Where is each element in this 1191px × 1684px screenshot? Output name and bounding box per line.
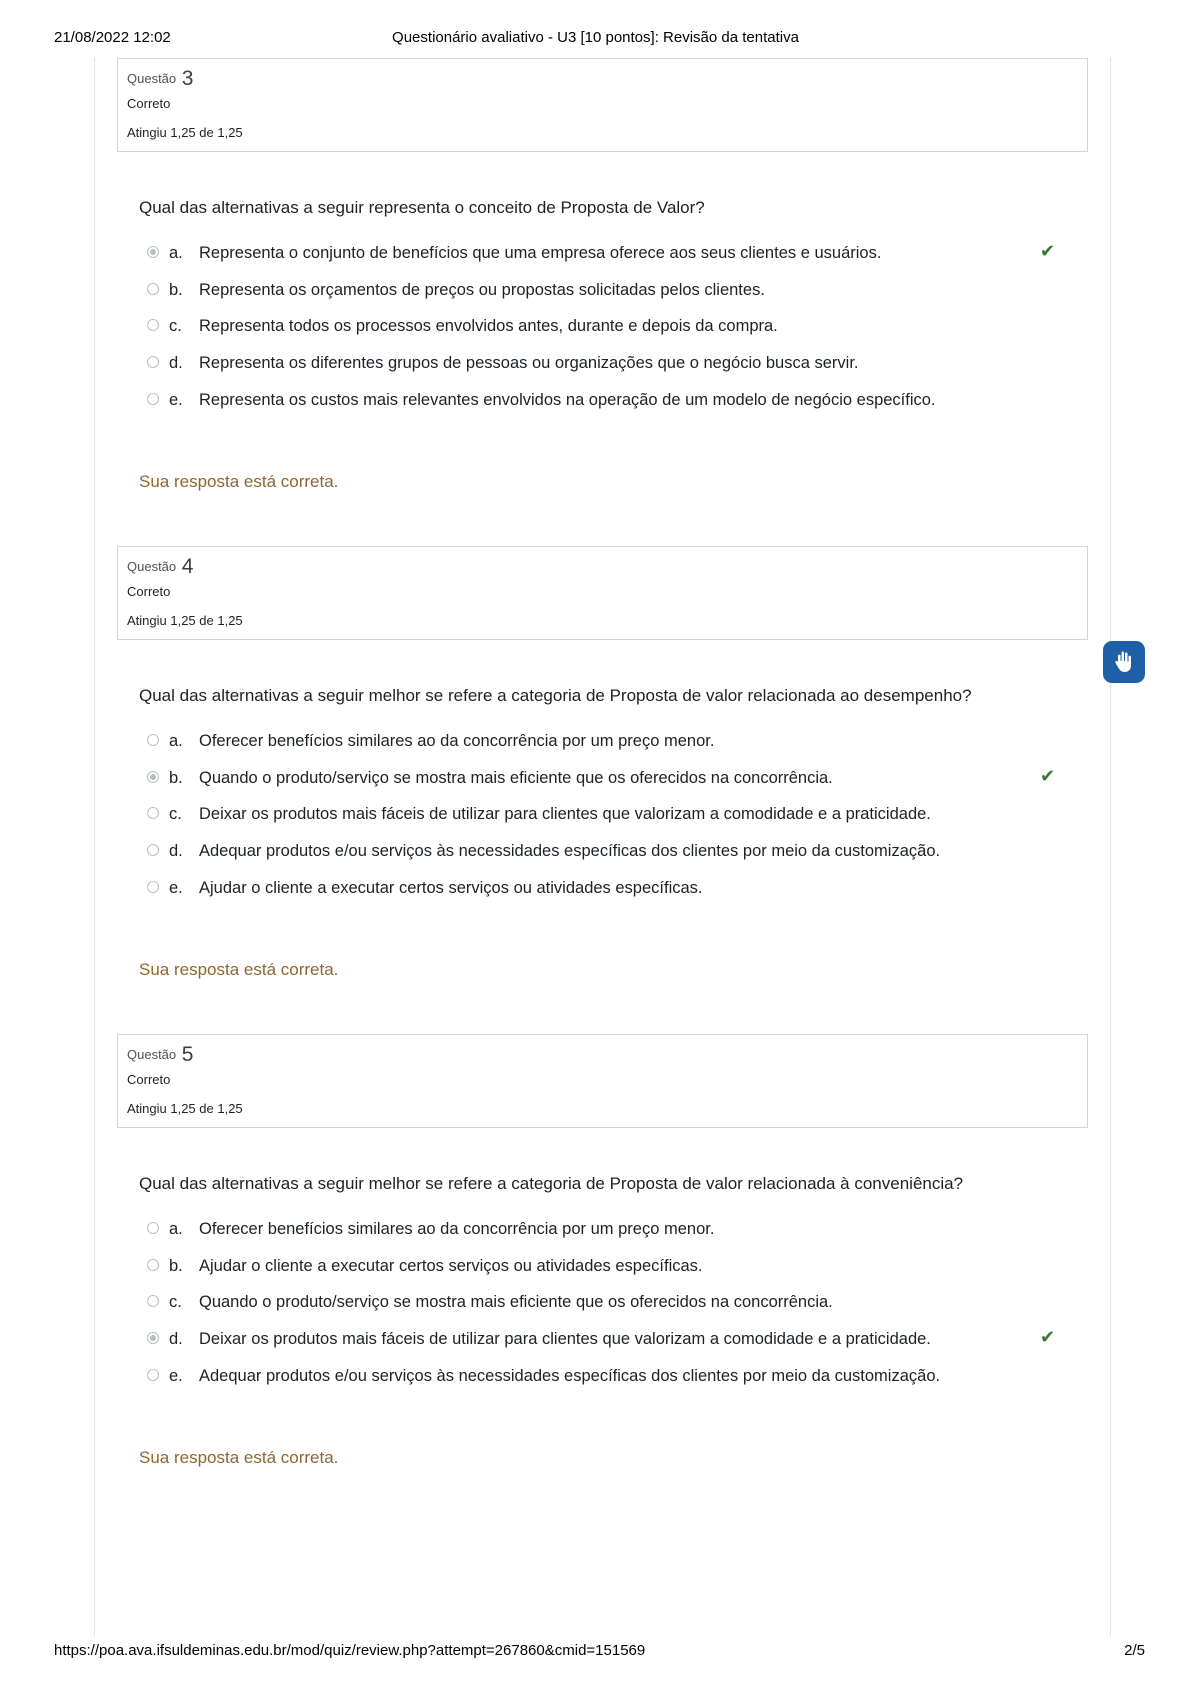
question-number: 5	[181, 1043, 194, 1066]
answer-option-c[interactable]	[147, 805, 1077, 842]
question-info-box	[117, 58, 1088, 152]
content-right-border	[1110, 58, 1111, 1636]
answer-option-d[interactable]	[147, 842, 1077, 879]
question-state: Correto	[127, 584, 171, 599]
question-text: Qual das alternativas a seguir melhor se refere a categoria de Proposta de valor relacionada à conveniência?	[139, 1174, 964, 1193]
answer-letter: e.	[169, 1366, 183, 1385]
answer-letter: d.	[169, 354, 183, 373]
answer-text: Deixar os produtos mais fáceis de utilizar para clientes que valorizam a comodidade e a praticidade.	[199, 1330, 931, 1349]
radio-button[interactable]	[147, 393, 159, 405]
answer-option-d[interactable]	[147, 354, 1077, 391]
question-5	[117, 1034, 1088, 1502]
sign-language-hand-icon	[1111, 649, 1137, 675]
radio-button[interactable]	[147, 734, 159, 746]
answer-option-b[interactable]	[147, 281, 1077, 318]
question-state: Correto	[127, 96, 171, 111]
answer-letter: b.	[169, 280, 183, 299]
question-grade: Atingiu 1,25 de 1,25	[127, 125, 243, 140]
print-title: Questionário avaliativo - U3 [10 pontos]: Revisão da tentativa	[392, 29, 799, 46]
answer-letter: a.	[169, 1220, 183, 1238]
radio-button[interactable]	[147, 1222, 159, 1234]
radio-button[interactable]	[147, 1259, 159, 1271]
answer-option-a[interactable]	[147, 732, 1077, 769]
answer-list	[147, 241, 1077, 427]
question-number: 3	[181, 67, 194, 90]
answer-option-e[interactable]	[147, 391, 1077, 428]
question-number: 4	[181, 555, 194, 578]
answer-option-a[interactable]	[147, 1220, 1077, 1257]
question-4	[117, 546, 1088, 1014]
answer-text: Representa os custos mais relevantes envolvidos na operação de um modelo de negócio específico.	[199, 390, 936, 409]
answer-letter: d.	[169, 842, 183, 861]
radio-button[interactable]	[147, 1332, 159, 1344]
answer-list	[147, 1220, 1077, 1403]
answer-text: Quando o produto/serviço se mostra mais eficiente que os oferecidos na concorrência.	[199, 1293, 833, 1312]
question-label: Questão 3	[127, 67, 194, 90]
radio-button[interactable]	[147, 807, 159, 819]
answer-option-e[interactable]	[147, 1367, 1077, 1404]
radio-button[interactable]	[147, 844, 159, 856]
content-left-border	[94, 58, 95, 1636]
print-date: 21/08/2022 12:02	[54, 29, 171, 46]
print-header	[0, 29, 1191, 49]
answer-text: Representa o conjunto de benefícios que uma empresa oferece aos seus clientes e usuários.	[199, 244, 882, 262]
answer-letter: b.	[169, 1256, 183, 1275]
answer-letter: c.	[169, 805, 182, 824]
answer-text: Oferecer benefícios similares ao da concorrência por um preço menor.	[199, 732, 715, 750]
answer-text: Adequar produtos e/ou serviços às necessidades específicas dos clientes por meio da customização.	[199, 842, 941, 861]
radio-button[interactable]	[147, 881, 159, 893]
question-label: Questão 4	[127, 555, 194, 578]
question-text: Qual das alternativas a seguir representa o conceito de Proposta de Valor?	[139, 198, 705, 217]
answer-letter: a.	[169, 244, 183, 262]
answer-option-e[interactable]	[147, 879, 1077, 916]
answer-text: Ajudar o cliente a executar certos serviços ou atividades específicas.	[199, 878, 703, 897]
question-text: Qual das alternativas a seguir melhor se refere a categoria de Proposta de valor relacionada ao desempenho?	[139, 686, 972, 705]
radio-button[interactable]	[147, 246, 159, 258]
question-grade: Atingiu 1,25 de 1,25	[127, 613, 243, 628]
accessibility-button[interactable]	[1103, 641, 1145, 683]
answer-text: Oferecer benefícios similares ao da concorrência por um preço menor.	[199, 1220, 715, 1238]
answer-text: Representa todos os processos envolvidos antes, durante e depois da compra.	[199, 317, 778, 336]
answer-letter: d.	[169, 1330, 183, 1349]
question-label: Questão 5	[127, 1043, 194, 1066]
answer-letter: c.	[169, 1293, 182, 1312]
question-state: Correto	[127, 1072, 171, 1087]
answer-option-b[interactable]	[147, 1257, 1077, 1294]
question-3	[117, 58, 1088, 526]
radio-button[interactable]	[147, 283, 159, 295]
answer-letter: e.	[169, 390, 183, 409]
check-icon: ✔	[1040, 1327, 1056, 1348]
question-info-box	[117, 546, 1088, 640]
answer-text: Representa os orçamentos de preços ou propostas solicitadas pelos clientes.	[199, 280, 765, 299]
answer-list	[147, 732, 1077, 915]
answer-option-c[interactable]	[147, 317, 1077, 354]
print-url: https://poa.ava.ifsuldeminas.edu.br/mod/quiz/review.php?attempt=267860&cmid=151569	[54, 1642, 646, 1659]
answer-text: Ajudar o cliente a executar certos serviços ou atividades específicas.	[199, 1256, 703, 1275]
answer-letter: b.	[169, 768, 183, 787]
answer-text: Representa os diferentes grupos de pessoas ou organizações que o negócio busca servir.	[199, 354, 859, 373]
question-grade: Atingiu 1,25 de 1,25	[127, 1101, 243, 1116]
feedback-text: Sua resposta está correta.	[139, 472, 339, 491]
answer-letter: e.	[169, 878, 183, 897]
answer-letter: a.	[169, 732, 183, 750]
answer-text: Adequar produtos e/ou serviços às necessidades específicas dos clientes por meio da customização.	[199, 1366, 941, 1385]
radio-button[interactable]	[147, 1369, 159, 1381]
answer-letter: c.	[169, 317, 182, 336]
answer-option-c[interactable]	[147, 1293, 1077, 1330]
feedback-text: Sua resposta está correta.	[139, 1448, 339, 1467]
print-footer	[0, 1642, 1191, 1662]
answer-option-d[interactable]	[147, 1327, 1077, 1367]
answer-text: Quando o produto/serviço se mostra mais eficiente que os oferecidos na concorrência.	[199, 768, 833, 787]
question-info-box	[117, 1034, 1088, 1128]
radio-button[interactable]	[147, 356, 159, 368]
radio-button[interactable]	[147, 1295, 159, 1307]
check-icon: ✔	[1040, 241, 1056, 261]
check-icon: ✔	[1040, 765, 1056, 786]
radio-button[interactable]	[147, 319, 159, 331]
answer-option-a[interactable]	[147, 241, 1077, 281]
print-page-number: 2/5	[1124, 1642, 1145, 1659]
answer-option-b[interactable]	[147, 765, 1077, 806]
answer-text: Deixar os produtos mais fáceis de utilizar para clientes que valorizam a comodidade e a praticidade.	[199, 805, 931, 824]
radio-button[interactable]	[147, 771, 159, 783]
feedback-text: Sua resposta está correta.	[139, 960, 339, 979]
